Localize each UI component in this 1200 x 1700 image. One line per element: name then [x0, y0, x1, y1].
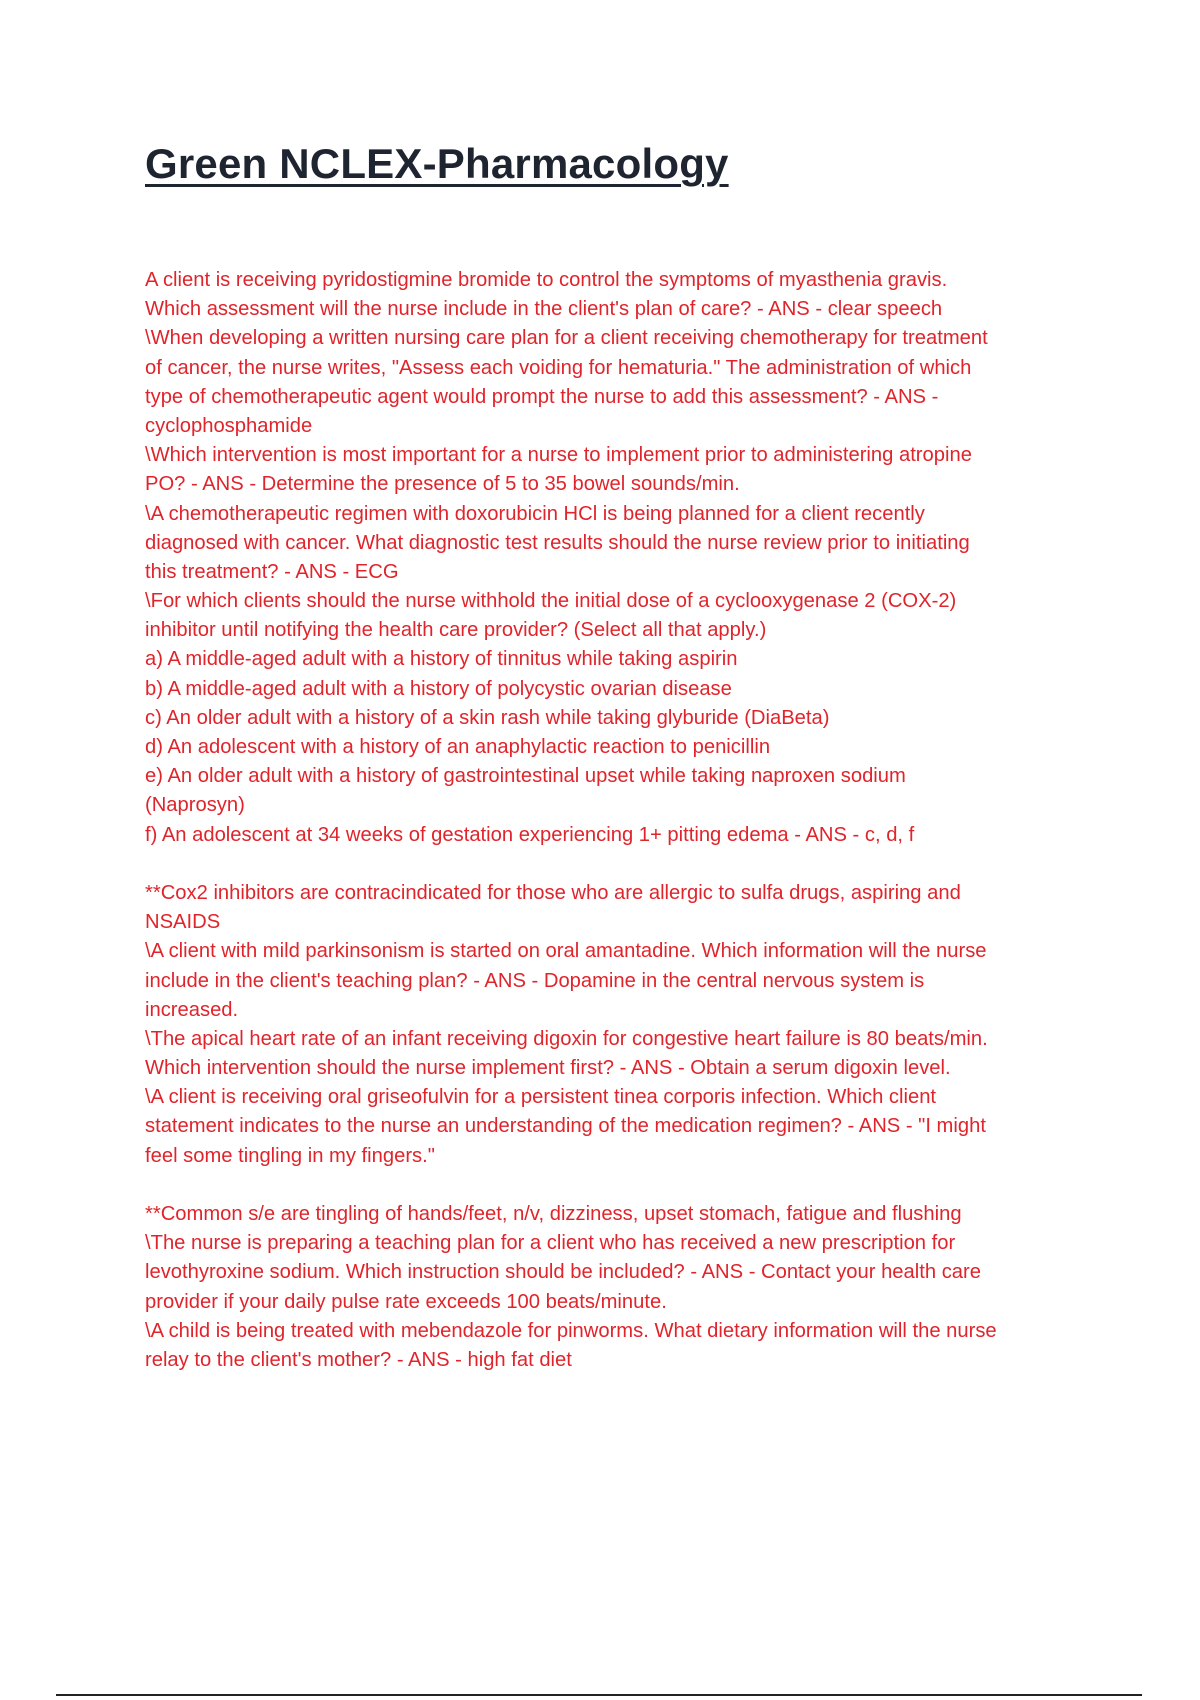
text-line: provider if your daily pulse rate exceeds 100 beats/minute. [145, 1290, 667, 1313]
text-line: inhibitor until notifying the health care provider? (Select all that apply.) [145, 619, 767, 642]
text-line: \The nurse is preparing a teaching plan for a client who has received a new prescription for [145, 1232, 956, 1255]
text-line: Which assessment will the nurse include in the client's plan of care? - ANS - clear speech [145, 298, 943, 321]
text-line: PO? - ANS - Determine the presence of 5 to 35 bowel sounds/min. [145, 473, 740, 496]
text-line: relay to the client's mother? - ANS - high fat diet [145, 1348, 572, 1371]
document-title: Green NCLEX-Pharmacology [145, 140, 729, 187]
text-line: f) An adolescent at 34 weeks of gestation experiencing 1+ pitting edema - ANS - c, d, f [145, 823, 915, 846]
text-line: **Common s/e are tingling of hands/feet, n/v, dizziness, upset stomach, fatigue and flushing [145, 1203, 962, 1225]
text-line: type of chemotherapeutic agent would prompt the nurse to add this assessment? - ANS - [145, 385, 939, 408]
paragraph-gap [145, 850, 1085, 879]
text-line: \A child is being treated with mebendazole for pinworms. What dietary information will the nurse [145, 1319, 997, 1342]
text-line: cyclophosphamide [145, 414, 313, 437]
text-line: levothyroxine sodium. Which instruction should be included? - ANS - Contact your health care [145, 1261, 981, 1284]
text-line: \When developing a written nursing care plan for a client receiving chemotherapy for treatment [145, 327, 988, 350]
text-line: A client is receiving pyridostigmine bromide to control the symptoms of myasthenia gravis. [145, 269, 948, 291]
text-line: include in the client's teaching plan? - ANS - Dopamine in the central nervous system is [145, 969, 925, 992]
text-line: \A chemotherapeutic regimen with doxorubicin HCl is being planned for a client recently [145, 502, 925, 525]
text-line: \For which clients should the nurse withhold the initial dose of a cyclooxygenase 2 (COX-2) [145, 590, 957, 613]
document-body [145, 266, 1085, 1375]
text-line: diagnosed with cancer. What diagnostic test results should the nurse review prior to initiating [145, 531, 970, 554]
text-line: d) An adolescent with a history of an anaphylactic reaction to penicillin [145, 736, 771, 758]
text-line: a) A middle-aged adult with a history of tinnitus while taking aspirin [145, 648, 738, 671]
text-line: NSAIDS [145, 911, 221, 934]
text-line: statement indicates to the nurse an understanding of the medication regimen? - ANS - "I might [145, 1115, 986, 1138]
text-line: this treatment? - ANS - ECG [145, 560, 399, 583]
text-line: feel some tingling in my fingers." [145, 1144, 435, 1167]
text-line: of cancer, the nurse writes, "Assess each voiding for hematuria." The administration of which [145, 356, 972, 379]
text-line: \Which intervention is most important for a nurse to implement prior to administering atropine [145, 444, 972, 467]
text-line: \A client is receiving oral griseofulvin for a persistent tinea corporis infection. Which client [145, 1086, 937, 1109]
text-line: **Cox2 inhibitors are contracindicated for those who are allergic to sulfa drugs, aspiring and [145, 881, 961, 904]
text-line: e) An older adult with a history of gastrointestinal upset while taking naproxen sodium [145, 765, 906, 788]
text-line: Which intervention should the nurse implement first? - ANS - Obtain a serum digoxin level. [145, 1057, 951, 1080]
text-line: \The apical heart rate of an infant receiving digoxin for congestive heart failure is 80 beats/min. [145, 1027, 988, 1050]
text-line: (Naprosyn) [145, 794, 245, 817]
text-line: \A client with mild parkinsonism is started on oral amantadine. Which information will the nurse [145, 940, 987, 963]
text-line: b) A middle-aged adult with a history of polycystic ovarian disease [145, 677, 732, 700]
page-bottom-rule [56, 1694, 1142, 1696]
paragraph-gap [145, 1171, 1085, 1200]
text-line: increased. [145, 998, 239, 1021]
text-line: c) An older adult with a history of a skin rash while taking glyburide (DiaBeta) [145, 706, 830, 729]
